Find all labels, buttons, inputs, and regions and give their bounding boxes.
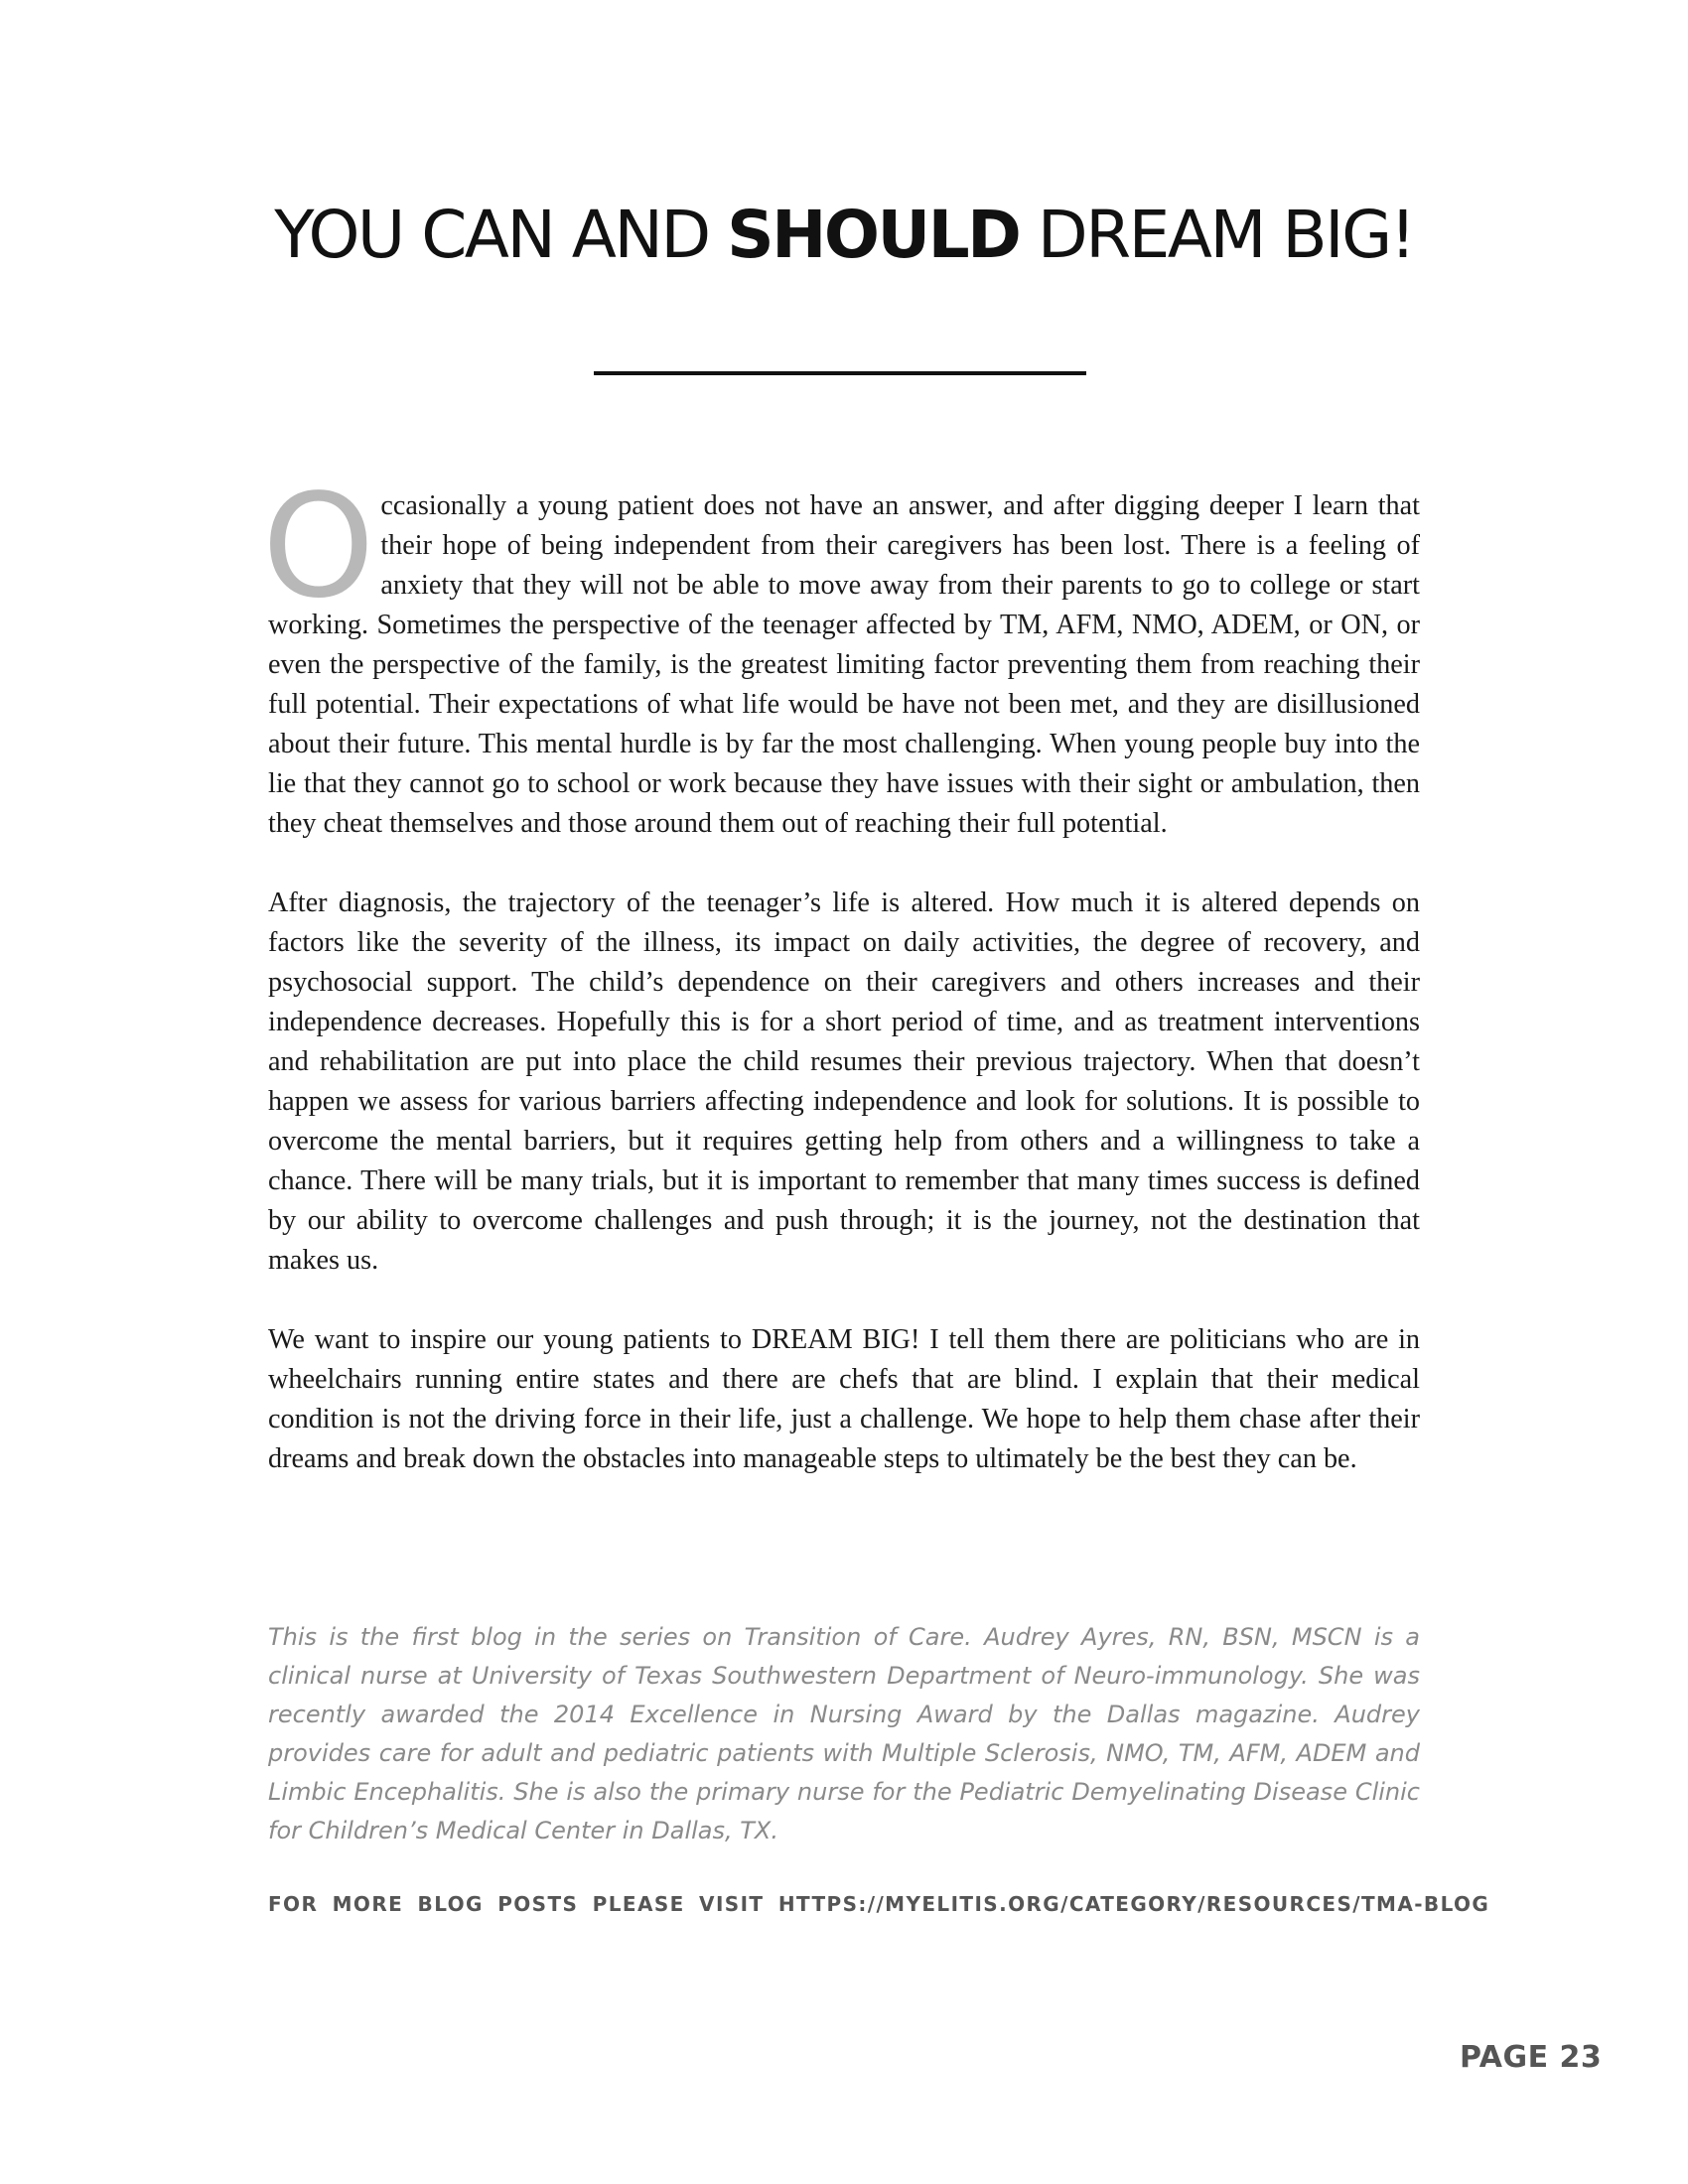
title-part-1: YOU CAN AND (274, 197, 728, 273)
title-part-2: DREAM BIG! (1019, 197, 1414, 273)
drop-cap: O (262, 463, 375, 629)
title-divider (594, 371, 1086, 375)
paragraph-3: We want to inspire our young patients to DREAM BIG! I tell them there are politicians who are in wheelchairs running entire states and there are chefs that are blind. I explain that their medical condition is not the driving force in their life, just a challenge. We hope to help them chase after their dreams and break down the obstacles into manageable steps to ultimately be the best they can be. (268, 1324, 1420, 1474)
paragraph-1-text: ccasionally a young patient does not have an answer, and after digging deeper I learn that their hope of being independent from their caregivers has been lost. There is a feeling of anxiety that they will not be able to move away from their parents to go to college or start working. Sometimes the perspective of the teenager affected by TM, AFM, NMO, ADEM, or ON, or even the perspective of the family, is the greatest limiting factor preventing them from reaching their full potential. Their expectations of what life would be have not been met, and they are disillusioned about their future. This mental hurdle is by far the most challenging. When young people buy into the lie that they cannot go to school or work because they have issues with their sight or ambulation, then they cheat themselves and those around them out of reaching their full potential. (268, 490, 1420, 839)
page-title (0, 197, 1688, 273)
article-body (262, 463, 1420, 1519)
paragraph-1 (262, 463, 1420, 844)
author-bio: This is the first blog in the series on Transition of Care. Audrey Ayres, RN, BSN, MSCN is a clinical nurse at University of Texas Southwestern Department of Neuro-immunology. She was recently awarded the 2014 Excellence in Nursing Award by the Dallas magazine. Audrey provides care for adult and pediatric patients with Multiple Sclerosis, NMO, TM, AFM, ADEM and Limbic Encephalitis. She is also the primary nurse for the Pediatric Demyelinating Disease Clinic for Children’s Medical Center in Dallas, TX. (268, 1623, 1420, 1844)
page-number: PAGE 23 (1460, 2040, 1603, 2075)
blog-link[interactable]: FOR MORE BLOG POSTS PLEASE VISIT HTTPS://MYELITIS.ORG/CATEGORY/RESOURCES/TMA-BLOG (268, 1892, 1490, 1916)
title-emphasis: SHOULD (727, 197, 1020, 273)
paragraph-2: After diagnosis, the trajectory of the teenager’s life is altered. How much it is altered depends on factors like the severity of the illness, its impact on daily activities, the degree of recovery, and psychosocial support. The child’s dependence on their caregivers and others increases and their independence decreases. Hopefully this is for a short period of time, and as treatment interventions and rehabilitation are put into place the child resumes their previous trajectory. When that doesn’t happen we assess for various barriers affecting independence and look for solutions. It is possible to overcome the mental barriers, but it requires getting help from others and a willingness to take a chance. There will be many trials, but it is important to remember that many times success is defined by our ability to overcome challenges and push through; it is the journey, not the destination that makes us. (268, 887, 1420, 1276)
